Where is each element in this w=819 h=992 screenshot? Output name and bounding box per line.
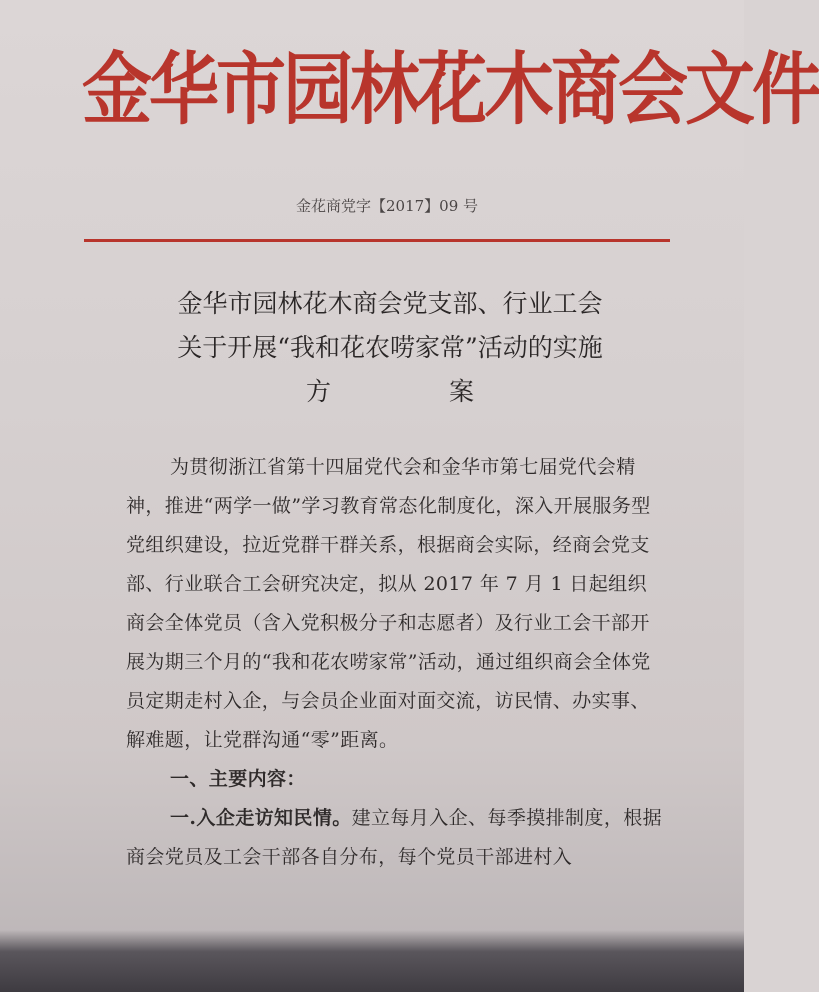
scan-shadow-edge bbox=[0, 930, 744, 992]
section-heading-1: 一、主要内容： bbox=[170, 768, 306, 790]
document-number: 金花商党字【2017】09 号 bbox=[296, 197, 479, 215]
title-line-2: 关于开展“我和花农唠家常”活动的实施 bbox=[177, 333, 603, 362]
red-divider-line bbox=[84, 239, 670, 242]
body-paragraph-2 bbox=[126, 799, 666, 877]
item-heading-1: 一.入企走访知民情。 bbox=[170, 807, 352, 829]
title-line-3: 方案 bbox=[305, 377, 592, 406]
document-title bbox=[130, 282, 650, 414]
title-line-1: 金华市园林花木商会党支部、行业工会 bbox=[177, 289, 603, 318]
body-paragraph-1: 为贯彻浙江省第十四届党代会和金华市第七届党代会精神，推进“两学一做”学习教育常态化制度化，深入开展服务型党组织建设，拉近党群干群关系，根据商会实际，经商会党支部、行业联合工会研究决定，拟从 2017 年 7 月 1 日起组织商会全体党员（含入党积极分子和志愿者）及行业工会干部开展为期三个月的“我和花农唠家常”活动，通过组织商会全体党员定期走村入企，与会员企业面对面交流，访民情、办实事、解难题，让党群沟通“零”距离。 bbox=[126, 456, 651, 751]
document-body bbox=[126, 448, 666, 877]
org-header-title: 金华市园林花木商会文件 bbox=[82, 43, 819, 136]
item-text-1: 建立每月入企、每季摸排制度，根据商会党员及工会干部各自分布，每个党员干部进村入 bbox=[126, 807, 663, 868]
